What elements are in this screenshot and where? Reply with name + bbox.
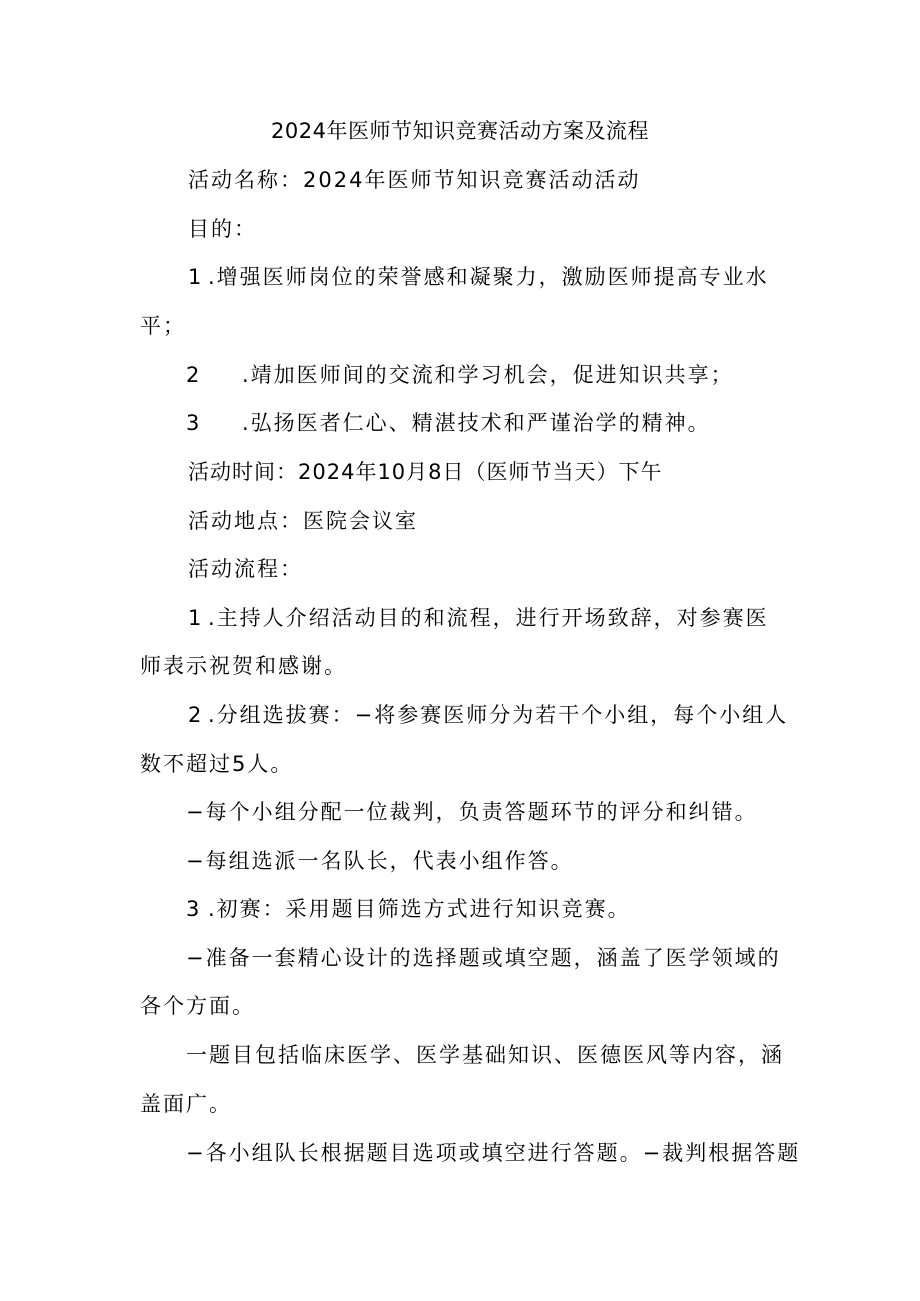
- purpose-1-number: 1: [188, 265, 202, 289]
- step-2-continued: 数不超过5人。: [140, 752, 294, 776]
- activity-name: 活动名称：2024年医师节知识竞赛活动活动: [188, 168, 641, 192]
- activity-time: 活动时间：2024年10月8日（医师节当天）下午: [188, 460, 663, 484]
- step-2-sub-2: −每组选派一名队长，代表小组作答。: [186, 849, 574, 873]
- purpose-1-text: .增强医师岗位的荣誉感和凝聚力，激励医师提高专业水: [208, 265, 769, 289]
- step-2-text: .分组选拔赛：−将参赛医师分为若干个小组，每个小组人: [208, 703, 789, 727]
- step-1-number: 1: [188, 606, 202, 630]
- purpose-label: 目的：: [188, 217, 257, 241]
- step-3-text: .初赛：采用题目筛选方式进行知识竞赛。: [208, 897, 631, 921]
- step-3-sub-3: −各小组队长根据题目选项或填空进行答题。−裁判根据答题: [186, 1141, 801, 1165]
- step-3-sub-1: −准备一套精心设计的选择题或填空题，涵盖了医学领域的: [186, 946, 781, 970]
- purpose-3-number: 3: [186, 411, 200, 435]
- purpose-2-text: .靖加医师间的交流和学习机会，促进知识共享；: [242, 363, 734, 387]
- activity-place: 活动地点：医院会议室: [188, 509, 418, 533]
- step-1-text: .主持人介绍活动目的和流程，进行开场致辞，对参赛医: [208, 606, 769, 630]
- process-label: 活动流程：: [188, 557, 303, 581]
- document-title: 2024年医师节知识竞赛活动方案及流程: [271, 119, 649, 143]
- step-3-sub-2: 一题目包括临床医学、医学基础知识、医德医风等内容，涵: [186, 1043, 784, 1067]
- step-3-sub-1-continued: 各个方面。: [140, 994, 255, 1018]
- purpose-2-number: 2: [186, 363, 200, 387]
- step-1-continued: 师表示祝贺和感谢。: [140, 654, 347, 678]
- purpose-3-text: .弘扬医者仁心、精湛技术和严谨治学的精神。: [242, 411, 711, 435]
- step-3-number: 3: [186, 897, 200, 921]
- step-3-sub-2-continued: 盖面广。: [140, 1092, 232, 1116]
- step-2-sub-1: −每个小组分配一位裁判，负责答题环节的评分和纠错。: [186, 800, 758, 824]
- step-2-number: 2: [188, 703, 202, 727]
- purpose-1-continued: 平；: [140, 314, 186, 338]
